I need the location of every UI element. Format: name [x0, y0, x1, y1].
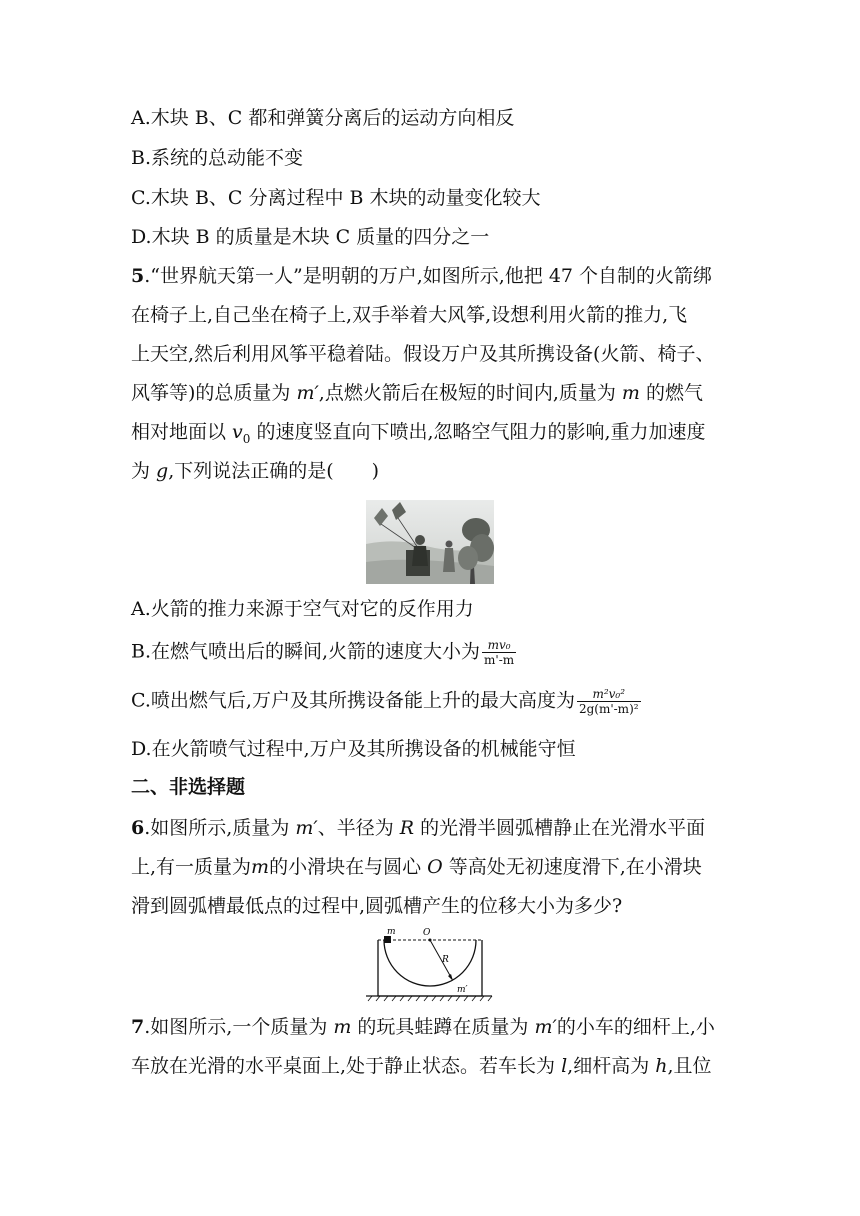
- wan-hu-illustration: [366, 500, 494, 584]
- q6-line-2: 上,有一质量为m的小滑块在与圆心 O 等高处无初速度滑下,在小滑块: [131, 856, 702, 878]
- q4-option-b: B.系统的总动能不变: [131, 147, 304, 169]
- q6-line-1: 6.如图所示,质量为 m′、半径为 R 的光滑半圆弧槽静止在光滑水平面: [131, 817, 706, 839]
- fig-label-r: R: [442, 955, 449, 965]
- semicircle-groove-figure: [362, 924, 496, 1002]
- q5-line-5: 相对地面以 $v_0$ 的速度竖直向下喷出,忽略空气阻力的影响,重力加速度: [131, 421, 706, 446]
- fig-label-o: O: [423, 928, 431, 938]
- q5-option-b: B.在燃气喷出后的瞬间,火箭的速度大小为 $\frac{\text{mv₀}}{m'-m}$: [131, 638, 515, 667]
- fig-label-mprime: m′: [457, 985, 468, 995]
- q6-number: 6: [131, 817, 145, 839]
- q5-option-b-fraction: $\frac{\text{mv₀}}{m'-m}$: [484, 638, 515, 667]
- q5-number: 5: [131, 265, 145, 287]
- q5-line-1: 5.“世界航天第一人”是明朝的万户,如图所示,他把 47 个自制的火箭绑: [131, 265, 713, 287]
- q5-option-c: C.喷出燃气后,万户及其所携设备能上升的最大高度为 $\frac{\text{m²v₀²}}{\text{2g(m'-m)²}}$: [131, 687, 639, 716]
- section-heading: 二、非选择题: [131, 776, 246, 798]
- q7-line-2: 车放在光滑的水平桌面上,处于静止状态。若车长为 l,细杆高为 h,且位: [131, 1055, 712, 1077]
- fig-label-m: m: [387, 927, 396, 937]
- q5-line-3: 上天空,然后利用风筝平稳着陆。假设万户及其所携设备(火箭、椅子、: [131, 343, 715, 365]
- q5-line-6: 为 g,下列说法正确的是( ): [131, 460, 380, 482]
- q7-number: 7: [131, 1016, 145, 1038]
- q5-line-2: 在椅子上,自己坐在椅子上,双手举着大风筝,设想利用火箭的推力,飞: [131, 304, 688, 326]
- q5-option-d: D.在火箭喷气过程中,万户及其所携设备的机械能守恒: [131, 738, 576, 760]
- q7-line-1: 7.如图所示,一个质量为 m 的玩具蛙蹲在质量为 m′的小车的细杆上,小: [131, 1016, 715, 1038]
- q6-line-3: 滑到圆弧槽最低点的过程中,圆弧槽产生的位移大小为多少?: [131, 895, 623, 917]
- q4-option-a: A.木块 B、C 都和弹簧分离后的运动方向相反: [131, 107, 515, 129]
- q5-option-c-fraction: $\frac{\text{m²v₀²}}{\text{2g(m'-m)²}}$: [578, 687, 639, 716]
- q5-option-a: A.火箭的推力来源于空气对它的反作用力: [131, 598, 474, 620]
- q4-option-c: C.木块 B、C 分离过程中 B 木块的动量变化较大: [131, 187, 541, 209]
- q4-option-d: D.木块 B 的质量是木块 C 质量的四分之一: [131, 226, 490, 248]
- q5-line-4: 风筝等)的总质量为 m′,点燃火箭后在极短的时间内,质量为 m 的燃气: [131, 382, 703, 404]
